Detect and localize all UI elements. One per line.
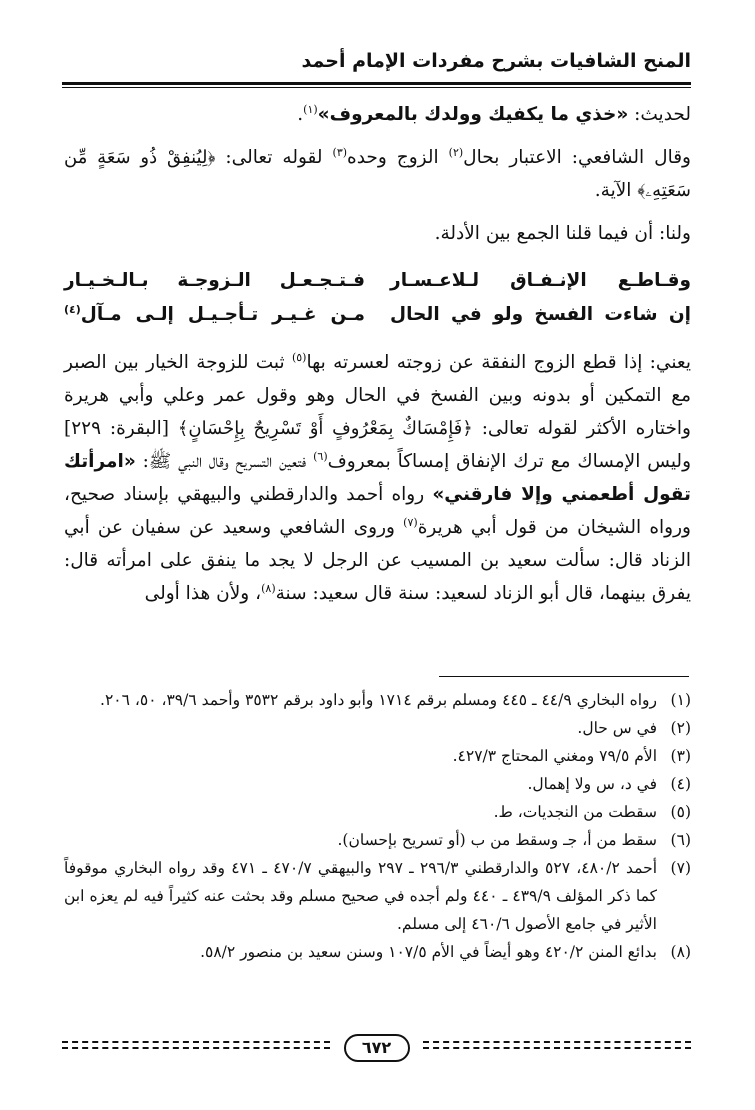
paragraph-3: ولنا: أن فيما قلنا الجمع بين الأدلة. <box>434 223 691 244</box>
footnote-text: سقط من أ، جـ وسقط من ب (أو تسريح بإحسان). <box>337 831 657 849</box>
poem-hemistich-right: إن شاءت الفسخ ولو في الحال <box>390 304 691 325</box>
footnote-ref-5[interactable]: (٥) <box>291 350 307 364</box>
text-span: ثبت للزوجة الخيار بين الصبر مع التمكين أو بدونه وبين الفسخ في الحال وهو وقول عمر وعلي وأبي هريرة واختاره الأكثر لقوله تعالى: <box>64 352 691 439</box>
text-span: رواه أحمد والدارقطني والبيهقي بإسناد صحيح، ورواه الشيخان من قول أبي هريرة <box>64 484 691 538</box>
footer-dash-left <box>62 1047 330 1049</box>
text-span: الزوج وحده <box>347 147 449 168</box>
text-span: يعني: إذا قطع الزوج النفقة عن زوجته لعسرته بها <box>306 352 691 373</box>
footnote <box>64 798 691 826</box>
header-rule-thin <box>62 87 691 88</box>
page-footer <box>62 1034 691 1060</box>
footnote-number: (٨) <box>670 943 691 961</box>
hadith-quote: «خذي ما يكفيك وولدك بالمعروف» <box>317 104 629 125</box>
quran-verse: ﴿لِيُنفِقْ ذُو سَعَةٍ مِّن سَعَتِهِۦ﴾ <box>64 147 691 201</box>
footer-dash-left <box>62 1041 330 1043</box>
paragraph-4 <box>64 346 691 610</box>
footnote <box>64 742 691 770</box>
footnote-text: أحمد ٤٨٠/٢، ٥٢٧ والدارقطني ٢٩٦/٣ ـ ٢٩٧ والبيهقي ٤٧٠/٧ ـ ٤٧١ وقد رواه البخاري موقوفاً كما ذكر المؤلف ٤٣٩/٩ ـ ٤٤٠ ولم أجده في صحيح مسلم وقد بحثت عنه كثيراً فيه لم يعزه ابن الأثير في جامع الأصول ٤٦٠/٦ إلى مسلم. <box>64 859 657 933</box>
footnote-text: في س حال. <box>577 719 657 737</box>
footnote-ref-1[interactable]: (١) <box>303 102 318 116</box>
main-text <box>64 98 691 610</box>
footnote-number: (٣) <box>670 747 691 765</box>
text-span: الآية. <box>594 180 638 201</box>
footnote <box>64 854 691 938</box>
footnote <box>64 686 691 714</box>
quran-verse: ﴿فَإِمْسَاكٌ بِمَعْرُوفٍ أَوْ تَسْرِيحٌ بِإِحْسَانٍ﴾ <box>177 418 473 439</box>
paragraph-1 <box>64 98 691 131</box>
footnote-ref-3[interactable]: (٣) <box>332 145 348 159</box>
footnote <box>64 826 691 854</box>
poem-line-2 <box>64 298 691 332</box>
footnote <box>64 938 691 966</box>
footnote-number: (٢) <box>670 719 691 737</box>
poem-hemistich-left <box>64 298 365 332</box>
text-span: . <box>297 104 304 125</box>
footer-dash-right <box>423 1047 691 1049</box>
footnotes <box>64 686 691 966</box>
text-span: ، ولأن هذا أولى <box>144 583 262 604</box>
footnote-number: (٥) <box>670 803 691 821</box>
text-span: وقال الشافعي: الاعتبار بحال <box>463 147 691 168</box>
footnote-ref-7[interactable]: (٧) <box>403 515 418 529</box>
text-span: فتعين التسريح وقال النبي ﷺ: <box>135 451 314 472</box>
footnote-ref-8[interactable]: (٨) <box>261 581 276 595</box>
hadith-quote: «امرأتك تقول أطعمني وإلا فارقني» <box>64 451 691 505</box>
footnote-text: في د، س ولا إهمال. <box>527 775 657 793</box>
text-span: لحديث: <box>628 104 691 125</box>
poem <box>64 264 691 332</box>
footnote-number: (٦) <box>670 831 691 849</box>
footnote-number: (١) <box>670 691 691 709</box>
text-span: [البقرة: ٢٢٩] وليس الإمساك مع ترك الإنفاق إمساكاً بمعروف <box>64 418 691 472</box>
running-header: المنح الشافيات بشرح مفردات الإمام أحمد <box>301 50 691 72</box>
paragraph-2 <box>64 141 691 207</box>
footnote-text: بدائع المنن ٤٢٠/٢ وهو أيضاً في الأم ١٠٧/٥ وسنن سعيد بن منصور ٥٨/٢. <box>200 943 657 961</box>
page-number: ٦٧٢ <box>344 1034 410 1062</box>
footnote-number: (٤) <box>670 775 691 793</box>
poem-hemistich-right: وقـاطـع الإنـفـاق لـلاعـسـار <box>390 270 691 291</box>
footnote-text: سقطت من النجديات، ط. <box>493 803 657 821</box>
poem-line-1 <box>64 264 691 298</box>
footnote-separator <box>439 676 689 677</box>
text-span: وروى الشافعي وسعيد عن سفيان عن أبي الزناد قال: سألت سعيد بن المسيب عن الرجل لا يجد ما ينفق على امرأته قال: يفرق بينهما، قال أبو الزناد لسعيد: سنة قال سعيد: سنة <box>64 517 691 604</box>
footnote-number: (٧) <box>670 859 691 877</box>
footnote-text: الأم ٧٩/٥ ومغني المحتاج ٤٢٧/٣. <box>452 747 657 765</box>
footnote <box>64 714 691 742</box>
footnote-ref-2[interactable]: (٢) <box>448 145 464 159</box>
poem-hemistich-left: فـتـجـعـل الـزوجـة بـالـخـيـار <box>64 270 365 291</box>
footnote <box>64 770 691 798</box>
footnote-ref-4[interactable]: (٤) <box>64 302 81 316</box>
text-span: مـن غـيـر تـأجـيـل إلـى مـآل <box>80 304 365 325</box>
header-rule <box>62 82 691 85</box>
footnote-text: رواه البخاري ٤٤/٩ ـ ٤٤٥ ومسلم برقم ١٧١٤ وأبو داود برقم ٣٥٣٢ وأحمد ٣٩/٦، ٥٠، ٢٠٦. <box>100 691 657 709</box>
footer-dash-right <box>423 1041 691 1043</box>
text-span: لقوله تعالى: <box>215 147 333 168</box>
footnote-ref-6[interactable]: (٦) <box>313 449 328 463</box>
